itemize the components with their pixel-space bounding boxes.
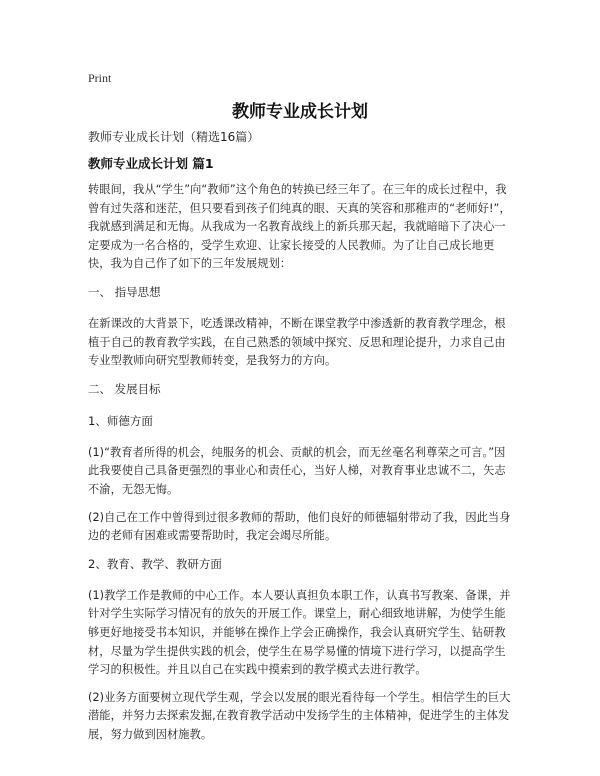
- document-body: [88, 128, 516, 753]
- sub2-heading: 2、教育、教学、教研方面: [88, 556, 222, 571]
- document-subtitle: 教师专业成长计划（精选16篇）: [88, 130, 260, 144]
- sub1-item2-paragraph: (2)自己在工作中曾得到过很多教师的帮助，他们良好的师德辐射带动了我，因此当身边的老师有困难或需要帮助时，我定会竭尽所能。: [88, 510, 511, 543]
- part2-heading: 二、 发展目标: [88, 381, 161, 396]
- section-heading: 教师专业成长计划 篇1: [88, 156, 214, 171]
- intro-paragraph: 转眼间，我从“学生”向“教师”这个角色的转换已经三年了。在三年的成长过程中，我曾有过失落和迷茫，但只要看到孩子们纯真的眼、天真的笑容和那稚声的“老师好!”，我就感到满足和无悔。从我成为一名教育战线上的新兵那天起，我就暗暗下了决心一定要成为一名合格的，受学生欢迎、让家长接受的人民教师。为了让自己成长地更快，我为自己作了如下的三年发展规划：: [88, 183, 511, 271]
- sub1-heading: 1、师德方面: [88, 413, 153, 428]
- part1-heading: 一、 指导思想: [88, 284, 161, 299]
- sub1-item1-paragraph: (1)“教育者所得的机会，纯服务的机会、贡献的机会，而无丝毫名利尊荣之可言。”因此我要使自己具备更强烈的事业心和责任心，当好人梯，对教育事业忠诚不二，矢志不渝，无怨无悔。: [88, 445, 506, 496]
- print-link[interactable]: Print: [88, 71, 112, 85]
- page-title: 教师专业成长计划: [232, 102, 368, 122]
- part1-paragraph: 在新课改的大背景下，吃透课改精神，不断在课堂教学中渗透新的教育教学理念，根植于自己的教育教学实践，在自己熟悉的领域中探究、反思和理论提升，力求自己由专业型教师向研究型教师转变，是我努力的方向。: [88, 316, 506, 368]
- sub2-item1-paragraph: (1)教学工作是教师的中心工作。本人要认真担负本职工作，认真书写教案、备课，并针对学生实际学习情况有的放矢的开展工作。课堂上，耐心细致地讲解，为使学生能够更好地接受书本知识，并能够在操作上学会正确操作，我会认真研究学生、钻研教材，尽量为学生提供实践的机会，使学生在易学易懂的情境下进行学习，以提高学生学习的积极性。并且以自己在实践中摸索到的教学模式去进行教学。: [88, 588, 511, 677]
- sub2-item2-paragraph: (2)业务方面要树立现代学生观，学会以发展的眼光看待每一个学生。相信学生的巨大潜能，并努力去探索发掘,在教育教学活动中发扬学生的主体精神，促进学生的主体发展，努力做到因材施教。: [88, 690, 511, 741]
